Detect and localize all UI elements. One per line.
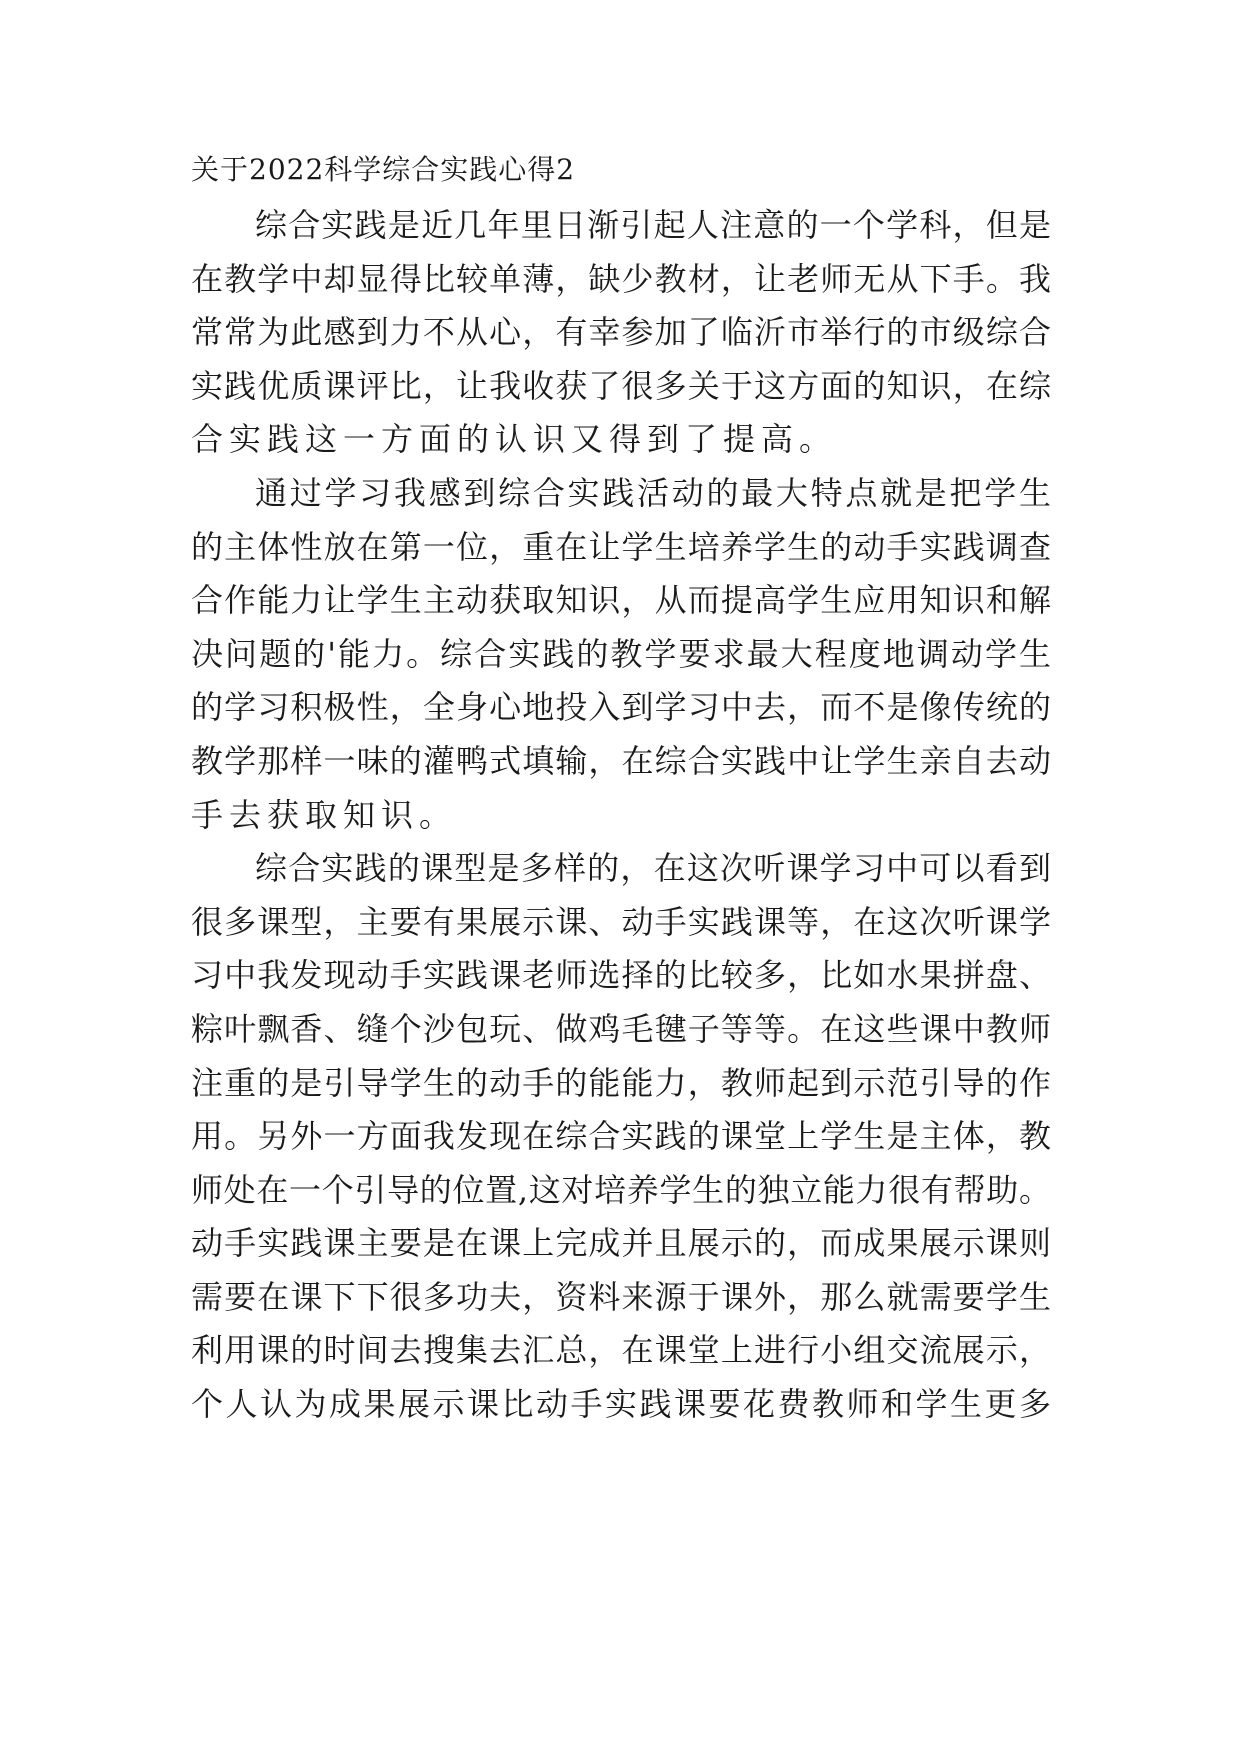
text-line: 个人认为成果展示课比动手实践课要花费教师和学生更多 xyxy=(191,1385,1051,1424)
document-body xyxy=(191,150,1051,1432)
text-line: 注重的是引导学生的动手的能能力，教师起到示范引导的作 xyxy=(191,1063,1051,1102)
text-line: 合实践这一方面的认识又得到了提高。 xyxy=(191,420,838,459)
text-line: 用。另外一方面我发现在综合实践的课堂上学生是主体，教 xyxy=(191,1117,1051,1156)
text-line: 决问题的'能力。综合实践的教学要求最大程度地调动学生 xyxy=(191,634,1051,673)
paragraph-3 xyxy=(191,842,1051,1432)
text-line: 的学习积极性，全身心地投入到学习中去，而不是像传统的 xyxy=(191,688,1051,727)
paragraph-2 xyxy=(191,467,1051,842)
text-line: 习中我发现动手实践课老师选择的比较多，比如水果拼盘、 xyxy=(191,956,1051,995)
document-title: 关于2022科学综合实践心得2 xyxy=(191,153,576,186)
text-line: 的主体性放在第一位，重在让学生培养学生的动手实践调查 xyxy=(191,527,1051,566)
text-line: 在教学中却显得比较单薄，缺少教材，让老师无从下手。我 xyxy=(191,259,1051,298)
text-line: 常常为此感到力不从心，有幸参加了临沂市举行的市级综合 xyxy=(191,313,1051,352)
text-line: 综合实践是近几年里日渐引起人注意的一个学科，但是 xyxy=(255,206,1051,244)
text-line: 粽叶飘香、缝个沙包玩、做鸡毛毽子等等。在这些课中教师 xyxy=(191,1009,1051,1048)
text-line: 师处在一个引导的位置,这对培养学生的独立能力很有帮助。 xyxy=(191,1170,1051,1209)
paragraph-1 xyxy=(191,199,1051,467)
text-line: 需要在课下下很多功夫，资料来源于课外，那么就需要学生 xyxy=(191,1277,1051,1316)
text-line: 综合实践的课型是多样的，在这次听课学习中可以看到 xyxy=(255,849,1051,888)
text-line: 很多课型，主要有果展示课、动手实践课等，在这次听课学 xyxy=(191,902,1051,941)
text-line: 动手实践课主要是在课上完成并且展示的，而成果展示课则 xyxy=(191,1224,1051,1263)
text-line: 手去获取知识。 xyxy=(191,795,458,834)
text-line: 教学那样一味的灌鸭式填输，在综合实践中让学生亲自去动 xyxy=(191,741,1051,780)
text-line: 利用课的时间去搜集去汇总，在课堂上进行小组交流展示， xyxy=(191,1331,1051,1370)
text-line: 实践优质课评比，让我收获了很多关于这方面的知识，在综 xyxy=(191,366,1051,405)
text-line: 通过学习我感到综合实践活动的最大特点就是把学生 xyxy=(255,473,1051,512)
text-line: 合作能力让学生主动获取知识，从而提高学生应用知识和解 xyxy=(191,581,1051,620)
